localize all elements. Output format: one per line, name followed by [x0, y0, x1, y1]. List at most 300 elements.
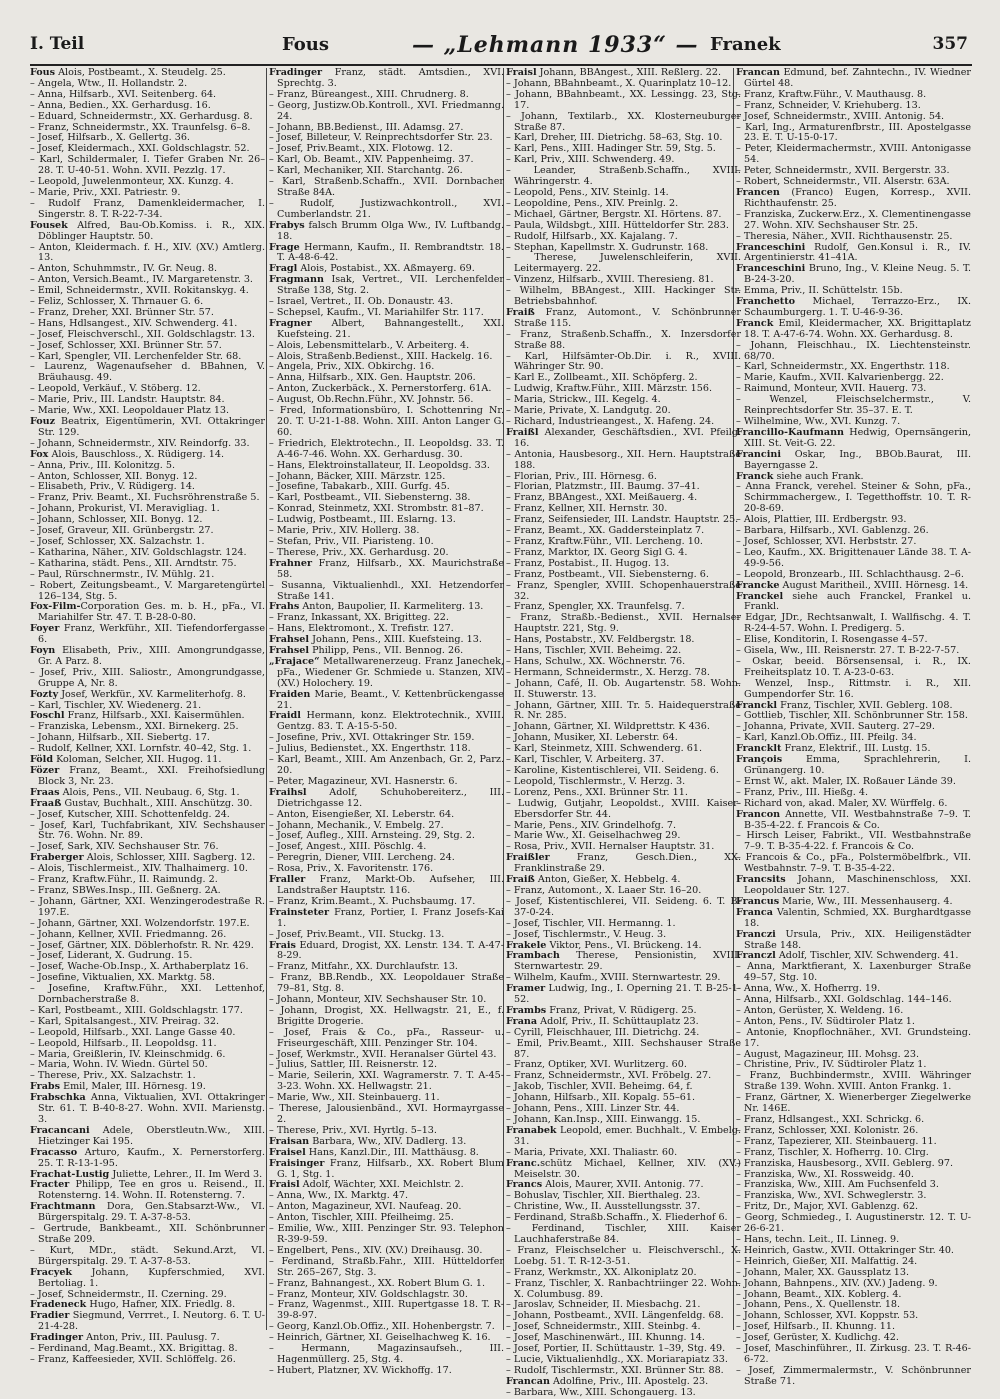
- entry-details: – Susanna, Viktualienhdl., XXI. Hetzendorfer Straße 141.: [269, 579, 504, 602]
- directory-entry: [30, 668, 265, 690]
- entry-details: – Josefine, Priv., XVI. Ottakringer Str. 159.: [269, 732, 475, 744]
- entry-details: – Hans, Postabstr., XV. Feldbergstr. 18.: [506, 634, 695, 646]
- entry-details: – Josef, Fleischverschl., XII. Goldschlagstr. 13.: [30, 328, 255, 340]
- entry-details: – Josef, Liderant, X. Gudrung. 15.: [30, 950, 193, 962]
- entry-details: – Josef, Wache-Ob.Insp., X. Arthaberplatz 16.: [30, 961, 249, 973]
- entry-details: – Georg, Schmiedeg., I. Augustinerstr. 12. T. U-26-6-21.: [736, 1212, 971, 1235]
- entry-surname: Frachat-Lustig: [30, 1168, 110, 1180]
- entry-details: – Johann, Bahnpens., XIV. (XV.) Jadeng. 9.: [736, 1277, 938, 1289]
- entry-details: – Josef, Hilfsarb., X. Gellertg. 36.: [30, 132, 190, 144]
- entry-surname: Fouz: [30, 416, 56, 427]
- entry-surname: Franck: [736, 470, 774, 482]
- entry-details: – Marie, Priv., XIV. Hollerg. 38.: [269, 525, 420, 537]
- directory-entry: [736, 395, 971, 417]
- entry-details: – Anton, Magazineur, XVI. Naufeag. 20.: [269, 1201, 462, 1213]
- entry-details: – Josef, Sark, XIV. Sechshauser Str. 76.: [30, 841, 219, 853]
- directory-entry: [506, 352, 741, 374]
- directory-column-3: [506, 67, 741, 1398]
- entry-details: – Marie, Seilerin, XXI. Wagramerstr. 7. T. A-45-3-23. Wohn. XX. Hellwagstr. 21.: [269, 1070, 504, 1093]
- entry-details: – Anton, Gerüster, X. Weldeng. 16.: [736, 1004, 904, 1016]
- entry-surname: Fraißl: [506, 426, 539, 438]
- entry-details: – Josef, Hilfsarb., II. Khunng. 11.: [736, 1321, 896, 1333]
- entry-details: – Schepsel, Kaufm., VI. Mariahilfer Str. 117.: [269, 306, 484, 318]
- entry-surname: Fraberger: [30, 852, 84, 864]
- entry-surname: Fraaß: [30, 797, 62, 809]
- entry-details: – Franz, Mitfahr., XX. Durchlaufstr. 13.: [269, 961, 458, 973]
- directory-entry: [506, 308, 741, 330]
- entry-details: – Anton, Eisengießer, XI. Leberstr. 64.: [269, 808, 455, 820]
- entry-details: – Robert, Zeitungsbeamt., V. Margaretengürtel 126–134, Stg. 5.: [30, 579, 265, 602]
- entry-surname: Frage: [269, 241, 300, 253]
- directory-entry: [30, 1148, 265, 1170]
- entry-details: – Hans, Elektromont., X. Trefistr. 127.: [269, 623, 454, 635]
- directory-entry: [269, 101, 504, 123]
- entry-details: siehe auch Frank.: [773, 470, 864, 482]
- entry-details: – Josef, Graveur, XII. Grünbergstr. 27.: [30, 525, 214, 537]
- entry-details: – Fritz, Dr., Major, XVI. Gablenzg. 62.: [736, 1201, 919, 1213]
- entry-details: – Angela, Priv., XIX. Obkirchg. 16.: [269, 361, 435, 373]
- directory-entry: [736, 755, 971, 777]
- directory-entry: [736, 1366, 971, 1388]
- entry-surname: Fous: [30, 67, 56, 78]
- directory-entry: [736, 144, 971, 166]
- entry-details: – Johann, BB.Bedienst., III. Adamsg. 27.: [269, 121, 464, 133]
- entry-details: – Leopold, Hilfsarb., II. Leopoldsg. 11.: [30, 1037, 217, 1049]
- directory-entry: [269, 875, 504, 897]
- entry-details: Josef, Werkfür., XV. Karmeliterhofg. 8.: [58, 688, 246, 700]
- directory-entry: [30, 821, 265, 843]
- directory-entry: [736, 657, 971, 679]
- directory-entry: [736, 908, 971, 930]
- entry-details: – Fred, Informationsbüro, I. Schottenring Nr. 20. T. U-21-1-88. Wohn. XIII. Anton Langer G. 60.: [269, 405, 504, 438]
- entry-surname: Francini: [736, 448, 781, 460]
- entry-details: Koloman, Selcher, XII. Hugog. 11.: [53, 754, 222, 766]
- entry-details: – Hermann, Schneidermstr., X. Herzg. 78.: [506, 666, 710, 678]
- entry-surname: Fraisinger: [269, 1157, 325, 1169]
- entry-details: – Leopold, Juwelenmonteur, XX. Kunzg. 4.: [30, 176, 234, 188]
- directory-entry: [736, 679, 971, 701]
- entry-details: – Ernst W., akt. Maler, IX. Roßauer Lände 39.: [736, 775, 956, 787]
- entry-details: Franz, Tischler, XVII. Geblerg. 108.: [777, 699, 953, 711]
- directory-entry: [269, 406, 504, 439]
- entry-details: Ludwig, Ing., I. Operning 21. T. B-25-1-52.: [514, 983, 741, 1006]
- entry-details: – Josef, Kistentischlerei, VII. Seideng. 6. T. B-37-0-24.: [506, 895, 741, 918]
- entry-details: – Josef, Zimmermalermstr., V. Schönbrunner Straße 71.: [736, 1364, 971, 1387]
- entry-surname: Fraiß: [506, 306, 535, 318]
- directory-entry: [506, 799, 741, 821]
- entry-details: Alois, Pens., VII. Neubaug. 6, Stg. 1.: [59, 786, 240, 798]
- entry-details: – Edgar, JDr., Rechtsanwalt, I. Wallfischg. 4. T. R-24-4-57. Wohn. I. Predigerg. 5.: [736, 612, 971, 635]
- entry-surname: Fraisl: [506, 67, 537, 78]
- header-rule: [30, 64, 972, 66]
- entry-details: Hermann, Kaufm., II. Rembrandtstr. 18. T. A-48-6-42.: [277, 241, 504, 264]
- entry-details: – Heinrich, Gastw., XVII. Ottakringer Str. 40.: [736, 1244, 954, 1256]
- entry-details: – Georg, Kanzl.Ob.Offiz., XII. Hohenbergstr. 7.: [269, 1321, 495, 1333]
- entry-details: Emil, Maler, III. Hörnesg. 19.: [60, 1081, 206, 1093]
- directory-entry: [269, 559, 504, 581]
- entry-details: – Franz, Büreangest., XIII. Chrudnerg. 8.: [269, 88, 469, 100]
- entry-details: Hugo, Hafner, XIX. Friedlg. 8.: [86, 1299, 236, 1311]
- entry-details: – Peregrin, Diener, VIII. Lercheng. 24.: [269, 852, 455, 864]
- entry-surname: Franc.: [506, 1157, 541, 1169]
- entry-details: Gustav, Buchhalt., XIII. Anschützg. 30.: [61, 797, 253, 809]
- entry-surname: Francillo-Kaufmann: [736, 426, 845, 438]
- entry-details: Johann, Pens., XIII. Kuefsteing. 13.: [309, 634, 482, 646]
- entry-surname: Francus: [736, 895, 780, 907]
- directory-entry: [30, 624, 265, 646]
- entry-details: – Leopold, Verkäuf., V. Stöberg. 12.: [30, 383, 201, 395]
- directory-entry: [736, 810, 971, 832]
- entry-surname: Francs: [506, 1179, 543, 1191]
- entry-details: Franz, Hilfsarb., XXI. Kaisermühlen.: [64, 710, 245, 722]
- entry-details: – Franziska, Hausbesorg., XVII. Geblerg. 97.: [736, 1157, 953, 1169]
- directory-entry: [506, 1039, 741, 1061]
- entry-details: Anton, Priv., III. Paulusg. 7.: [83, 1332, 220, 1344]
- entry-details: Anna, Viktualien, XVI. Ottakringer Str. 61. T. B-40-8-27. Wohn. XVII. Marienstg. 3.: [38, 1092, 265, 1125]
- entry-details: – Johann, Pens., XIII. Linzer Str. 44.: [506, 1103, 680, 1115]
- entry-details: – Josefine, Kraftw.Führ., XXI. Lettenhof, Dornbacherstraße 8.: [30, 983, 265, 1006]
- entry-details: – Marie, Ww., XII. Steinbauerg. 11.: [269, 1092, 440, 1104]
- entry-details: – Karl, Ob. Beamt., XIV. Pappenheimg. 37.: [269, 154, 474, 166]
- directory-entry: [506, 581, 741, 603]
- entry-details: Philipp, Tee en gros u. Reisend., II. Rotensterng. 14. Wohn. II. Rotensterng. 7.: [38, 1179, 265, 1202]
- entry-details: – Stefan, Priv., VII. Piaristeng. 10.: [269, 535, 434, 547]
- entry-details: Alois, Schlosser, XIII. Sagberg. 12.: [83, 852, 256, 864]
- entry-details: – Johann, Beamt., XIX. Koblerg. 4.: [736, 1288, 902, 1300]
- entry-details: – Franz, Buchbindermstr., XVIII. Währinger Straße 139. Wohn. XVIII. Anton Frankg. 1.: [736, 1070, 971, 1093]
- entry-surname: Fradinger: [30, 1332, 84, 1344]
- entry-details: – Therese, Jalousienbänd., XVI. Hormayrgasse 2.: [269, 1103, 504, 1125]
- entry-details: – Vinzenz, Hilfsarb., XVIII. Theresieng. 81.: [506, 274, 714, 286]
- directory-entry: [269, 1224, 504, 1246]
- entry-details: – Franz, Schneidermstr., XVI. Fröbelg. 27.: [506, 1070, 712, 1082]
- directory-entry: [269, 755, 504, 777]
- directory-entry: [736, 341, 971, 363]
- entry-details: – Hermann, Magazinsaufseh., III. Hagenmüllerg. 25, Stg. 4.: [269, 1343, 504, 1365]
- directory-entry: [269, 1257, 504, 1279]
- entry-details: – Franz, Bahnangest., XX. Robert Blum G. 1.: [269, 1277, 485, 1289]
- entry-details: – Franz, Spengler, XX. Traunfelsg. 7.: [506, 601, 685, 613]
- directory-entry: [269, 581, 504, 603]
- entry-details: Franz, Portier, I. Franz Josefs-Kai 1.: [277, 906, 504, 929]
- entry-details: – Johann, Hilfsarb., XII. Kopalg. 55–61.: [506, 1092, 696, 1104]
- directory-entry: [269, 177, 504, 199]
- entry-details: Siegmund, Verrret., I. Neutorg. 6. T. U-21-4-28.: [38, 1310, 265, 1333]
- entry-details: – Karl, Schildermaler, I. Tiefer Graben Nr. 26–28. T. U-40-51. Wohn. XVII. Pezzlg. 17.: [30, 154, 265, 177]
- entry-details: – Anna, Priv., III. Kolonitzg. 5.: [30, 459, 176, 471]
- entry-details: – Paula, Wildsbgt., XIII. Hütteldorfer Str. 283.: [506, 219, 729, 231]
- entry-details: – Ludwig, Postbeamt., III. Eslarng. 13.: [269, 514, 456, 526]
- directory-entry: [269, 788, 504, 810]
- directory-entry: [30, 1355, 265, 1366]
- entry-details: – Anna, Ww., X. Hofherrg. 19.: [736, 983, 881, 995]
- entry-details: – Karl, Straßenb.Schaffn., XVII. Dornbacher Straße 84A.: [269, 176, 504, 198]
- page-number: 357: [932, 34, 968, 54]
- entry-details: – Josef, Schneidermstr., II. Czerning. 29.: [30, 1288, 227, 1300]
- directory-entry: [30, 984, 265, 1006]
- entry-details: – Franziska, Zuckerw.Erz., X. Clementinengasse 27. Wohn. XIV. Sechshauser Str. 25.: [736, 208, 971, 231]
- entry-details: – Lorenz, Pens., XXI. Brünner Str. 11.: [506, 786, 688, 798]
- entry-surname: Fradier: [30, 1310, 70, 1322]
- directory-entry: [269, 657, 504, 690]
- entry-details: – Raimund, Monteur, XVII. Hauerg. 73.: [736, 383, 927, 395]
- entry-details: – Franz, Schlosser, XXI. Kolonistr. 26.: [736, 1124, 919, 1136]
- entry-surname: François: [736, 754, 783, 766]
- entry-surname: Fraisan: [269, 1135, 310, 1147]
- entry-details: – Karl, Schneidermstr., XX. Engerthstr. 118.: [736, 361, 950, 373]
- directory-entry: [506, 1224, 741, 1246]
- entry-details: – Maria, Strickw., III. Kegelg. 4.: [506, 394, 661, 406]
- directory-entry: [506, 679, 741, 701]
- directory-entry: [736, 853, 971, 875]
- directory-entry: [506, 166, 741, 188]
- entry-surname: Frahs: [269, 601, 300, 613]
- entry-details: – Johann, Drogist, XX. Hellwagstr. 21, E., f. Brigitte Drogerie.: [269, 1004, 504, 1027]
- entry-surname: Foschl: [30, 710, 65, 722]
- entry-details: – Franz, Kaffeesieder, XVII. Schlöffelg. 26.: [30, 1353, 236, 1365]
- column-divider: [266, 68, 267, 1330]
- first-keyword: Fous: [282, 34, 330, 55]
- directory-entry: [736, 548, 971, 570]
- entry-details: – Paul, Rürschnermstr., IV. Mühlg. 21.: [30, 568, 215, 580]
- entry-details: – Franz, Schneidermstr., XX. Traunfelsg. 6–8.: [30, 121, 251, 133]
- entry-surname: Fraller: [269, 874, 306, 886]
- entry-details: – Lucie, Viktualienhdlg., XX. Moriarapiatz 33.: [506, 1353, 728, 1365]
- entry-surname: Francsits: [736, 874, 786, 886]
- entry-surname: Frana: [506, 1015, 538, 1027]
- directory-entry: [736, 1028, 971, 1050]
- entry-details: – Josef, Schlosser, XVI. Herbststr. 27.: [736, 535, 917, 547]
- entry-surname: Franceschini: [736, 263, 806, 275]
- entry-details: Leopold, emer. Buchhalt., V. Embelg. 31.: [514, 1124, 741, 1147]
- directory-entry: [30, 581, 265, 603]
- entry-details: – Franz, Tischler, X. Ranbachtriinger 22. Wohn. X. Columbusg. 89.: [506, 1277, 741, 1300]
- entry-details: – Josef, Frais & Co., pFa., Rasseur- u. Friseurgeschäft, XIII. Penzinger Str. 104.: [269, 1026, 504, 1049]
- entry-details: Beatrix, Eigentümerin, XVI. Ottakringer Str. 129.: [38, 416, 265, 438]
- directory-entry: [269, 1344, 504, 1366]
- entry-details: – Alois, Tischlermeist., XIV. Thalhaimerg. 10.: [30, 863, 248, 875]
- entry-details: – Maria, Wohn. IV. Wiedn. Gürtel 50.: [30, 1059, 208, 1071]
- entry-details: Emma, Sprachlehrerin, I. Grünangerg. 10.: [744, 754, 971, 776]
- entry-details: – Christine, Priv., IV. Südtiroler Platz 1.: [736, 1059, 927, 1071]
- entry-details: – Alois, Plattier, III. Erdbergstr. 93.: [736, 514, 907, 526]
- entry-details: Hans, Kanzl.Dir., III. Matthäusg. 8.: [305, 1146, 479, 1158]
- entry-details: – Johann, Hilfsarb., XII. Siebertg. 17.: [30, 732, 210, 744]
- entry-details: – Karl, Spitalsangest., XIV. Preirag. 32.: [30, 1015, 220, 1027]
- entry-details: – Karl, Tischler, V. Arbeiterg. 37.: [506, 754, 665, 766]
- entry-details: – Elisabeth, Priv., V. Rüdigerg. 14.: [30, 481, 195, 493]
- entry-details: – Marie, Priv., III. Landstr. Hauptstr. 84.: [30, 394, 225, 406]
- directory-entry: [30, 1268, 265, 1290]
- entry-details: – Anna, Hilfsarb., XIX. Gen. Hauptstr. 206.: [269, 372, 476, 384]
- entry-details: – Franz, Spengler, XVIII. Schopenhauerstraße 32.: [506, 579, 741, 602]
- entry-details: – Josef, Kleidermach., XXI. Goldschlagstr. 52.: [30, 143, 250, 155]
- entry-details: Corporation Ges. m. b. H., pFa., VI. Mariahilfer Str. 47. T. B-28-0-80.: [38, 601, 265, 624]
- entry-details: Franz, Privat, V. Rüdigerg. 25.: [546, 1004, 697, 1016]
- entry-details: – Ferdinand, Mag.Beamt., XX. Brigittag. 8.: [30, 1343, 238, 1355]
- entry-details: – Hubert, Platzner, XV. Wickhoffg. 17.: [269, 1364, 452, 1376]
- entry-surname: Fraißler: [506, 852, 550, 864]
- entry-details: – Eduard, Schneidermstr., XX. Gerhardusg. 8.: [30, 110, 253, 122]
- entry-surname: Fraihsl: [269, 786, 307, 798]
- entry-details: – Josef, Priv., XIII. Saliostr., Amongrundgasse, Gruppe A, Nr. 8.: [30, 666, 265, 689]
- entry-details: Alois, Postbeamt., X. Steudelg. 25.: [55, 67, 226, 78]
- entry-details: – Josef, Schneidermstr., XIII. Steinbg. 4.: [506, 1321, 701, 1333]
- entry-details: Franz, Hilfsarb., XX. Robert Blum G. 1, Stg. 1.: [277, 1157, 504, 1180]
- directory-entry: [269, 941, 504, 963]
- entry-details: – Josef, Schneidermstr., XVIII. Antonig. 54.: [736, 110, 945, 122]
- entry-details: Marie, Beamt., V. Kettenbrückengasse 21.: [277, 688, 504, 711]
- section-label: I. Teil: [30, 34, 85, 54]
- entry-details: – Karl, Mechaniker, XII. Starchantg. 26.: [269, 165, 463, 177]
- entry-details: – Konrad, Steinmetz, XXI. Strombstr. 81–87.: [269, 503, 484, 515]
- entry-details: Franz, Hilfsarb., XX. Maurichstraße 58.: [277, 557, 504, 580]
- entry-details: – Anton, Schuhmmstr., IV. Gr. Neug. 8.: [30, 263, 218, 275]
- entry-details: – Rosa, Priv., XVII. Hernalser Hauptstr. 31.: [506, 841, 715, 853]
- entry-details: – Johann, Schlosser, XVI. Koppstr. 53.: [736, 1310, 919, 1322]
- entry-surname: Frabschka: [30, 1092, 86, 1104]
- entry-surname: Frabs: [30, 1081, 61, 1093]
- directory-entry: [506, 1388, 741, 1399]
- directory-column-4: [736, 67, 971, 1387]
- entry-details: – Anton, Schlosser, XII. Bonyg. 12.: [30, 470, 198, 482]
- entry-surname: Foyn: [30, 645, 56, 657]
- entry-details: – Leo, Kaufm., XX. Brigittenauer Lände 38. T. A-49-9-56.: [736, 546, 971, 569]
- entry-surname: Fozty: [30, 688, 59, 700]
- entry-details: Edmund, bef. Zahntechn., IV. Wiedner Gürtel 48.: [744, 67, 971, 89]
- entry-surname: Frambs: [506, 1004, 547, 1016]
- directory-entry: [30, 155, 265, 177]
- directory-entry: [506, 450, 741, 472]
- entry-details: Juliette, Lehrer., II. Im Werd 3.: [109, 1168, 263, 1180]
- entry-details: Alois, Maurer, XVII. Antonig. 77.: [542, 1179, 704, 1191]
- entry-details: – Wilhelm, BBAngest., XIII. Hackinger Str. Betriebsbahnhof.: [506, 285, 741, 308]
- entry-surname: Francen: [736, 186, 780, 198]
- entry-details: – Richard, Industrieangest., X. Hafeng. 24.: [506, 416, 715, 427]
- directory-entry: [30, 417, 265, 439]
- entry-details: Annette, VII. Westbahnstraße 7–9. T. B-35-4-22. f. Francois & Co.: [744, 808, 971, 831]
- entry-details: – Hans, Hdlsangest., XIV. Schwenderg. 41.: [30, 317, 238, 329]
- entry-details: Bruno, Ing., V. Kleine Neug. 5. T. B-24-3-20.: [744, 263, 971, 286]
- entry-details: Philipp, Pens., VII. Bennog. 26.: [309, 645, 464, 657]
- directory-entry: [269, 1028, 504, 1050]
- entry-details: Anton, Baupolier, II. Karmeliterg. 13.: [299, 601, 484, 613]
- entry-details: – Josef, Gerüster, X. Kudlichg. 42.: [736, 1332, 899, 1344]
- directory-entry: [30, 1224, 265, 1246]
- directory-entry: [30, 199, 265, 221]
- entry-details: Eduard, Drogist, XX. Lenstr. 134. T. A-47-8-29.: [277, 939, 504, 962]
- directory-entry: [506, 613, 741, 635]
- entry-surname: Frahner: [269, 557, 313, 569]
- entry-details: – Johann, BBahnbeamt., XX. Lessingg. 23, Stg. 17.: [506, 88, 741, 111]
- entry-details: – Therese, Priv., XX. Salzachstr. 1.: [30, 1070, 196, 1082]
- entry-surname: Frainsteter: [269, 906, 330, 918]
- entry-details: – Friedrich, Elektrotechn., II. Leopoldsg. 33. T. A-46-7-46. Wohn. XX. Gerhardusg. 30.: [269, 437, 504, 460]
- entry-details: – Jakob, Tischler, XVII. Beheimg. 64, f.: [506, 1081, 693, 1093]
- entry-details: – Maria, Private, XXI. Thaliastr. 60.: [506, 1146, 678, 1158]
- directory-entry: [30, 362, 265, 384]
- directory-entry: [269, 221, 504, 243]
- directory-entry: [30, 221, 265, 243]
- entry-surname: Francke: [736, 579, 780, 591]
- directory-entry: [506, 112, 741, 134]
- entry-details: – Antonia, Hausbesorg., XII. Hern. Hauptstraße 188.: [506, 448, 741, 471]
- entry-details: – Leopoldine, Pens., XIV. Preinlg. 2.: [506, 197, 679, 209]
- entry-details: – Johann, Prokurist, VI. Meravigliag. 1.: [30, 503, 220, 515]
- entry-surname: Fraisl: [269, 1179, 300, 1191]
- entry-details: Johann, Kupferschmied, XVI. Bertoliag. 1.: [38, 1266, 265, 1289]
- entry-details: – Josef, Gärtner, XIX. Döblerhofstr. R. Nr. 429.: [30, 939, 254, 951]
- directory-entry: [30, 1202, 265, 1224]
- directory-entry: [506, 1246, 741, 1268]
- entry-details: – Johann, Gärtner, XI. Wildprettstr. K 436.: [506, 721, 710, 733]
- entry-details: – Anton, Tischler, XIII. Pfeilheimg. 25.: [269, 1212, 454, 1224]
- entry-details: Hermann, konz. Elektrotechnik., XVIII. Gentzg. 83. T. A-15-5-50.: [277, 710, 504, 733]
- entry-surname: Frambach: [506, 950, 560, 962]
- directory-entry: [736, 1344, 971, 1366]
- entry-details: Marie, Ww., III. Messenhauserg. 4.: [779, 895, 953, 907]
- entry-surname: Fraiß: [506, 874, 535, 886]
- entry-details: Anton, Gießer, X. Hebbelg. 4.: [534, 874, 681, 886]
- directory-entry: [736, 482, 971, 515]
- entry-details: – Johann, Schlosser, XII. Bonyg. 12.: [30, 514, 203, 526]
- entry-details: – Josef, Werkmstr., XVII. Heranalser Gürtel 43.: [269, 1048, 497, 1060]
- entry-details: – Franz, BB.Rendb., XX. Leopoldauer Straße 79–81, Stg. 8.: [269, 972, 504, 995]
- entry-surname: Fragl: [269, 263, 298, 275]
- entry-details: – Therese, Priv., XX. Gerhardusg. 20.: [269, 546, 449, 558]
- entry-details: – Israel, Vertret., II. Ob. Donaustr. 43.: [269, 296, 454, 308]
- entry-details: – Johann, Monteur, XIV. Sechshauser Str. 10.: [269, 994, 487, 1006]
- entry-details: – Katharina, Näher., XIV. Goldschlagstr. 124.: [30, 546, 247, 558]
- entry-details: – Johann, Café, II. Ob. Augartenstr. 58. Wohn. II. Stuwerstr. 13.: [506, 677, 741, 700]
- directory-entry: [506, 951, 741, 973]
- directory-entry: [736, 831, 971, 853]
- directory-entry: [736, 1213, 971, 1235]
- entry-details: – Franz, Schneider, V. Kriehuberg. 13.: [736, 99, 921, 111]
- entry-details: – Josef, Maschinführer., II. Zirkusg. 23. T. R-46-6-72.: [736, 1343, 971, 1365]
- directory-entry: [30, 602, 265, 624]
- entry-surname: Francklt: [736, 743, 782, 755]
- entry-details: – Karl, Kanzl.Ob.Offiz., III. Pfeilg. 34.: [736, 732, 917, 744]
- directory-entry: [736, 210, 971, 232]
- entry-details: – Franz, Fleischselcher u. Fleischverschl., X. Loebg. 51. T. R-12-3-51.: [506, 1244, 741, 1267]
- entry-surname: Föld: [30, 754, 54, 766]
- entry-details: – Peter, Magazineur, XVI. Hasnerstr. 6.: [269, 775, 458, 787]
- entry-details: Franz, Automont., V. Schönbrunner Straße 115.: [514, 306, 741, 329]
- entry-details: – Franz, Tischler, X. Hofherrg. 10. Clrg.: [736, 1146, 929, 1158]
- directory-entry: [506, 984, 741, 1006]
- entry-details: – Anna, Bedien., XX. Gerhardusg. 16.: [30, 99, 211, 111]
- directory-entry: [506, 853, 741, 875]
- entry-details: – Leander, Straßenb.Schaffn., XVIII. Währingerstr. 4.: [506, 165, 741, 188]
- entry-surname: Frachtmann: [30, 1201, 96, 1213]
- directory-entry: [506, 1159, 741, 1181]
- directory-entry: [736, 962, 971, 984]
- entry-surname: Franczi: [736, 928, 776, 940]
- entry-details: – Michael, Gärtner, Bergstr. XI. Hörtens. 87.: [506, 208, 722, 220]
- entry-details: – Johann, Gärtner, XXI. Wolzendorfstr. 197.E.: [30, 917, 250, 929]
- directory-entry: [736, 1071, 971, 1093]
- entry-surname: Francan: [506, 1375, 550, 1387]
- entry-surname: Franckel: [736, 590, 784, 602]
- directory-entry: [269, 908, 504, 930]
- entry-details: Adolf, Tischler, XIV. Schwenderg. 41.: [775, 950, 959, 962]
- entry-surname: Frahsel: [269, 634, 310, 646]
- entry-details: – Karl, Spengler, VII. Lerchenfelder Str. 68.: [30, 350, 242, 362]
- entry-surname: Frakele: [506, 939, 547, 951]
- entry-details: – Cyrill, Fleischhauer, III. Dietrichg. 24.: [506, 1026, 700, 1038]
- entry-details: – Josef, Priv.Beamt., VII. Stuckg. 13.: [269, 928, 445, 940]
